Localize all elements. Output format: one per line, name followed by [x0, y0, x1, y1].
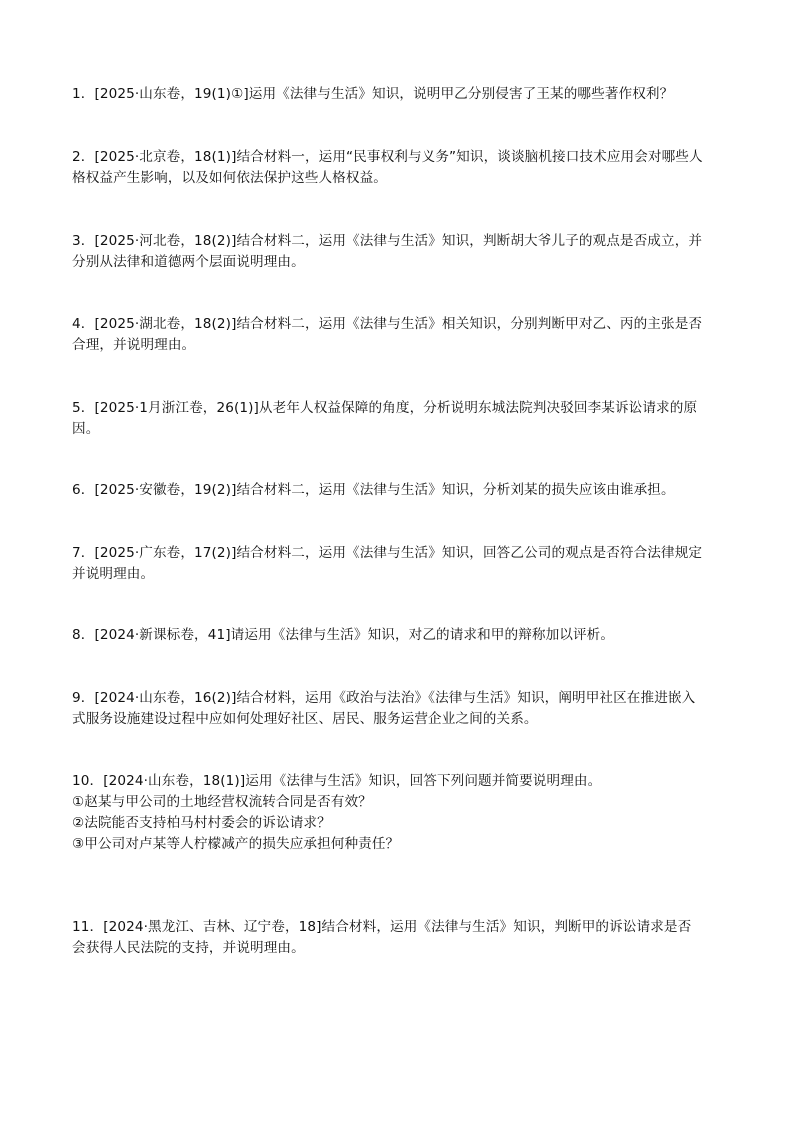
question-7 — [72, 543, 724, 585]
question-11-line-1: 11．[2024·黑龙江、吉林、辽宁卷，18]结合材料，运用《法律与生活》知识，判断甲的诉讼请求是否 — [72, 919, 692, 935]
question-1 — [72, 84, 724, 105]
question-5-line-2: 因。 — [72, 421, 100, 437]
question-6 — [72, 480, 724, 501]
question-5 — [72, 398, 724, 440]
question-1-line-1: 1．[2025·山东卷，19(1)①]运用《法律与生活》知识，说明甲乙分别侵害了王某的哪些著作权利？ — [72, 86, 674, 102]
question-3 — [72, 231, 724, 273]
question-4-line-1: 4．[2025·湖北卷，18(2)]结合材料二，运用《法律与生活》相关知识，分别判断甲对乙、丙的主张是否 — [72, 316, 703, 332]
question-4-line-2: 合理，并说明理由。 — [72, 337, 196, 353]
question-2-line-2: 格权益产生影响，以及如何依法保护这些人格权益。 — [72, 170, 387, 186]
question-4 — [72, 314, 724, 356]
question-8-line-1: 8．[2024·新课标卷，41]请运用《法律与生活》知识，对乙的请求和甲的辩称加以评析。 — [72, 627, 615, 643]
question-7-line-1: 7．[2025·广东卷，17(2)]结合材料二，运用《法律与生活》知识，回答乙公司的观点是否符合法律规定 — [72, 545, 703, 561]
question-6-line-1: 6．[2025·安徽卷，19(2)]结合材料二，运用《法律与生活》知识，分析刘某的损失应该由谁承担。 — [72, 482, 675, 498]
question-11-line-2: 会获得人民法院的支持，并说明理由。 — [72, 940, 305, 956]
question-2 — [72, 147, 724, 189]
question-10-sub-1: ①赵某与甲公司的土地经营权流转合同是否有效？ — [72, 794, 372, 810]
question-9 — [72, 688, 724, 730]
question-3-line-2: 分别从法律和道德两个层面说明理由。 — [72, 254, 305, 270]
question-8 — [72, 625, 724, 646]
question-3-line-1: 3．[2025·河北卷，18(2)]结合材料二，运用《法律与生活》知识，判断胡大爷儿子的观点是否成立，并 — [72, 233, 703, 249]
question-10 — [72, 771, 724, 855]
question-9-line-2: 式服务设施建设过程中应如何处理好社区、居民、服务运营企业之间的关系。 — [72, 711, 538, 727]
question-7-line-2: 并说明理由。 — [72, 566, 155, 582]
question-10-sub-3: ③甲公司对卢某等人柠檬减产的损失应承担何种责任？ — [72, 836, 400, 852]
question-10-sub-2: ②法院能否支持柏马村村委会的诉讼请求？ — [72, 815, 331, 831]
question-10-line-1: 10．[2024·山东卷，18(1)]运用《法律与生活》知识，回答下列问题并简要说明理由。 — [72, 773, 602, 789]
question-9-line-1: 9．[2024·山东卷，16(2)]结合材料，运用《政治与法治》《法律与生活》知识，阐明甲社区在推进嵌入 — [72, 690, 696, 706]
question-11 — [72, 917, 724, 959]
question-5-line-1: 5．[2025·1月浙江卷，26(1)]从老年人权益保障的角度，分析说明东城法院判决驳回李某诉讼请求的原 — [72, 400, 698, 416]
question-2-line-1: 2．[2025·北京卷，18(1)]结合材料一，运用“民事权利与义务”知识，谈谈脑机接口技术应用会对哪些人 — [72, 149, 703, 165]
